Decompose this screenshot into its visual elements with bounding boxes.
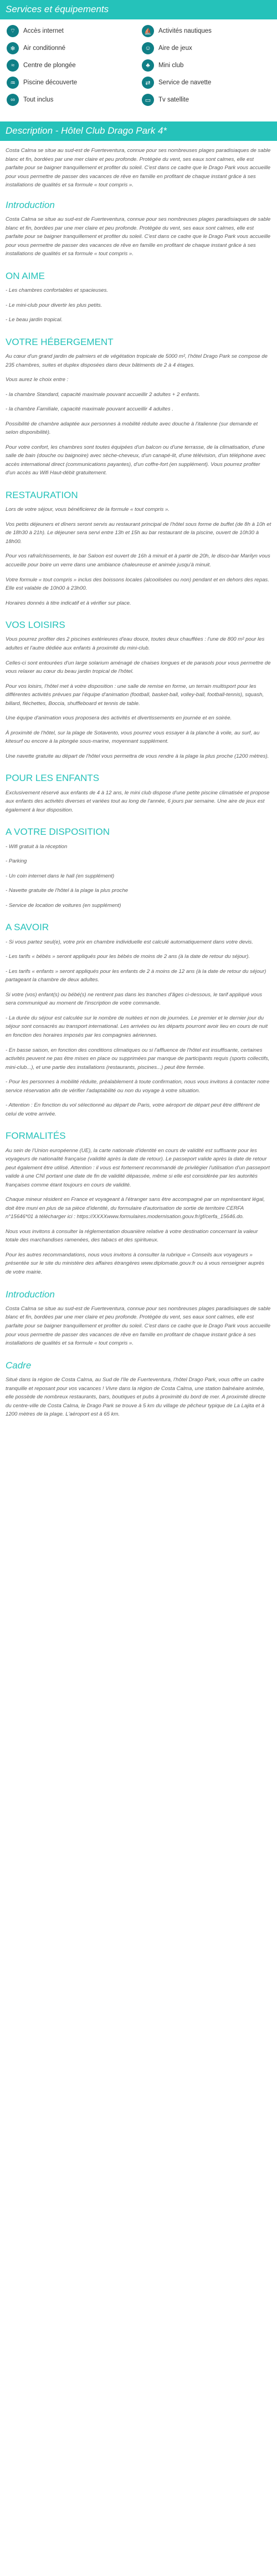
service-label: Air conditionné	[23, 45, 66, 52]
service-label: Centre de plongée	[23, 62, 76, 69]
service-label: Aire de jeux	[158, 45, 192, 52]
loisirs-list	[6, 635, 271, 760]
paragraph: - Les tarifs « enfants » seront appliqués pour les enfants de 2 à moins de 12 ans (à la date de retour du séjour) partageant la chambre de deux adultes.	[6, 968, 266, 983]
paragraph: Si votre (vos) enfant(s) ou bébé(s) ne rentrent pas dans les tranches d'âges ci-dessous, le tarif appliqué vous sera communiqué au moment de l'inscription de votre commande.	[6, 991, 263, 1007]
paragraph: - Wifi gratuit à la réception	[6, 843, 68, 850]
paragraph: Lors de votre séjour, vous bénéficierez de la formule « tout compris ».	[6, 506, 170, 513]
intro-paragraph: Costa Calma se situe au sud-est de Fuerteventura, connue pour ses nombreuses plages paradisiaques de sable blanc et fin, bordées par une mer claire et peu profonde. Protégée du vent, ses eaux sont calmes, elle est parfaite pour se baigner tranquillement et profiter du soleil. C'est dans ce cadre que le Drago Park vous accueille pour vous permettre de passer des vacances de rêve en famille en profitant de chaque instant grâce à ses installations de qualités et sa formule « tout compris ».	[6, 216, 271, 257]
service-label: Mini club	[158, 62, 184, 69]
paragraph: - Si vous partez seul(e), votre prix en chambre individuelle est calculé automatiquement dans votre devis.	[6, 939, 253, 945]
paragraph: Une équipe d'animation vous proposera des activités et divertissements en journée et en soirée.	[6, 715, 232, 722]
paragraph: - En basse saison, en fonction des conditions climatiques ou si l'affluence de l'hôtel est insuffisante, certaines activités peuvent ne pas être mises en place ou supprimées par manque de participants requis (sports collectifs, mini-club...), et une partie des installations (restaurants, piscines...) peut être fermée.	[6, 1047, 270, 1071]
services-grid	[0, 25, 277, 106]
paragraph: - Les tarifs « bébés » seront appliqués pour les bébés de moins de 2 ans (à la date de retour du séjour).	[6, 954, 250, 960]
paragraph: Vous pourrez profiter des 2 piscines extérieures d'eau douce, toutes deux chauffées : l'une de 800 m² pour les adultes et l'autre dédiée aux enfants à proximité du mini-club.	[6, 636, 265, 652]
service-label: Activités nautiques	[158, 28, 212, 34]
kids-club-icon: ♣	[142, 59, 154, 72]
paragraph: Pour vos loisirs, l'hôtel met à votre disposition : une salle de remise en forme, un terrain multisport pour les différentes activités prévues par l'équipe d'animation (football, basket-ball, volley-ball, football-tennis), squash, billard, fléchettes, Boccia, shuffleboard et tennis de table.	[6, 683, 264, 707]
playground-icon: ☺	[142, 42, 154, 54]
paragraph: Au cœur d'un grand jardin de palmiers et de végétation tropicale de 5000 m², l'hôtel Drago Park se compose de 235 chambres, suites et duplex disposées dans deux bâtiments de 2 à 4 étages.	[6, 353, 268, 368]
snowflake-icon: ❄	[7, 42, 19, 54]
paragraph: Vous aurez le choix entre :	[6, 377, 69, 383]
disposition-heading: A VOTRE DISPOSITION	[6, 826, 110, 838]
formalites-list	[6, 1147, 271, 1277]
pool-icon: ♒	[7, 77, 19, 89]
paragraph: Pour vos rafraîchissements, le bar Saloon est ouvert de 16h à minuit et à partir de 20h, le disco-bar Marilyn vous accueille pour boire un verre dans une ambiance chaleureuse et animée jusqu'à minuit.	[6, 553, 270, 568]
paragraph: Pour les autres recommandations, nous vous invitons à consulter la rubrique « Conseils aux voyageurs » présentée sur le site du ministère des affaires étrangères www.diplomatie.gouv.fr ou à vous renseigner auprès de votre mairie.	[6, 1251, 264, 1276]
top-paragraph: Costa Calma se situe au sud-est de Fuerteventura, connue pour ses nombreuses plages paradisiaques de sable blanc et fin, bordées par une mer claire et peu profonde. Protégée du vent, ses eaux sont calmes, elle est parfaite pour se baigner tranquillement et profiter du soleil. C'est dans ce cadre que le Drago Park vous accueille pour vous permettre de passer des vacances de rêve en famille en profitant de chaque instant grâce à ses installations de qualités et sa formule « tout compris ».	[6, 148, 271, 189]
service-item	[7, 59, 142, 72]
paragraph: À proximité de l'hôtel, sur la plage de Sotavento, vous pourrez vous essayer à la planche à voile, au surf, au kitesurf ou encore à la plongée sous-marine, moyennant supplément.	[6, 729, 260, 745]
savoir-list	[6, 938, 271, 1119]
paragraph: - Service de location de voitures (en supplément)	[6, 902, 121, 909]
paragraph: - la chambre Standard, capacité maximale pouvant accueillir 2 adultes + 2 enfants.	[6, 391, 201, 398]
paragraph: - Navette gratuite de l'hôtel à la plage la plus proche	[6, 888, 129, 894]
aime-list	[6, 286, 271, 324]
intro2-paragraph: Costa Calma se situe au sud-est de Fuerteventura, connue pour ses nombreuses plages paradisiaques de sable blanc et fin, bordées par une mer claire et peu profonde. Protégée du vent, ses eaux sont calmes, elle est parfaite pour se baigner tranquillement et profiter du soleil. C'est dans ce cadre que le Drago Park vous accueille pour vous permettre de passer des vacances de rêve en famille en profitant de chaque instant grâce à ses installations de qualités et sa formule « tout compris ».	[6, 1305, 271, 1347]
service-item	[7, 77, 142, 89]
disposition-list	[6, 843, 271, 910]
wifi-icon: ⌔	[7, 25, 19, 37]
intro2-heading: Introduction	[6, 1289, 55, 1300]
paragraph: Pour votre confort, les chambres sont toutes équipées d'un balcon ou d'une terrasse, de la climatisation, d'une salle de bain (douche ou baignoire) avec sèche-cheveux, d'un canapé-lit, d'une télévision, d'un téléphone avec accès international direct (communications payantes), d'un coffre-fort (en supplément). Vous pourrez profiter d'un accès au Wifi Haut-débit gratuitement.	[6, 444, 266, 476]
formalites-heading: FORMALITÉS	[6, 1130, 66, 1142]
service-item	[142, 94, 277, 106]
paragraph: - Le beau jardin tropical.	[6, 317, 63, 323]
sailboat-icon: ⛵	[142, 25, 154, 37]
service-item	[7, 42, 142, 54]
paragraph: - la chambre Familiale, capacité maximale pouvant accueillir 4 adultes .	[6, 406, 173, 413]
services-section	[0, 19, 277, 114]
paragraph: - Un coin internet dans le hall (en supplément)	[6, 873, 115, 879]
description-content	[0, 141, 277, 1419]
paragraph: - La durée du séjour est calculée sur le nombre de nuitées et non de journées. Le premier et le dernier jour du séjour sont consacrés au transport international. Les arrivées ou les départs pourront avoir lieu en cours de nuit en fonction des horaires imposés par les compagnies aériennes.	[6, 1015, 268, 1038]
enfants-heading: POUR LES ENFANTS	[6, 773, 100, 784]
paragraph: Une navette gratuite au départ de l'hôtel vous permettra de vous rendre à la plage la plus proche (1200 mètres).	[6, 753, 269, 759]
service-item	[142, 25, 277, 37]
enfants-list	[6, 789, 271, 815]
restauration-heading: RESTAURATION	[6, 489, 78, 500]
intro-heading: Introduction	[6, 199, 55, 210]
paragraph: Horaires donnés à titre indicatif et à vérifier sur place.	[6, 600, 131, 606]
hebergement-heading: VOTRE HÉBERGEMENT	[6, 336, 114, 347]
paragraph: Au sein de l'Union européenne (UE), la carte nationale d'identité en cours de validité est suffisante pour les voyageurs de nationalité française (validité après la date de retour). Le passeport valide après la date de retour peut également être utilisé. Attention : il vous est fortement recommandé de privilégier l'utilisation d'un passeport valide à une CNI portant une date de fin de validité dépassée, même si elle est considérée par les autorités françaises comme étant toujours en cours de validité.	[6, 1147, 270, 1188]
description-title: Description - Hôtel Club Drago Park 4*	[0, 121, 277, 141]
service-item	[7, 25, 142, 37]
paragraph: - Le mini-club pour divertir les plus petits.	[6, 302, 102, 308]
paragraph: - Parking	[6, 858, 27, 865]
paragraph: Vos petits déjeuners et dîners seront servis au restaurant principal de l'hôtel sous forme de buffet (de 8h à 10h et de 18h30 à 21h). Le déjeuner sera servi entre 13h et 15h au bar restaurant de la piscine, ouvert de 10h30 à 18h00.	[6, 521, 271, 545]
diving-icon: ≈	[7, 59, 19, 72]
service-label: Tout inclus	[23, 97, 54, 103]
service-label: Tv satellite	[158, 97, 189, 103]
service-label: Piscine découverte	[23, 79, 78, 86]
aime-heading: ON AIME	[6, 270, 45, 281]
paragraph: - Attention : En fonction du vol sélectionné au départ de Paris, votre aéroport de départ peut être différent de celui de votre arrivée.	[6, 1102, 260, 1117]
tv-icon: ▭	[142, 94, 154, 106]
service-label: Service de navette	[158, 79, 212, 86]
cadre-paragraph: Situé dans la région de Costa Calma, au Sud de l'île de Fuerteventura, l'hôtel Drago Park, vous offre un cadre tranquille et reposant pour vos vacances ! Vivre dans la région de Costa Calma, une station balnéaire animée, elle possède de nombreux restaurants, bars, boutiques et pubs à proximité du bord de mer. A proximité directe du centre-ville de Costa Calma, le Drago Park se trouve à 5 km du village de pêcheur typique de La Lajita et à 1200 mètres de la plage. L'aéroport est à 65 km.	[6, 1376, 266, 1418]
shuttle-bus-icon: ⇄	[142, 77, 154, 89]
paragraph: Possibilité de chambre adaptée aux personnes à mobilité réduite avec douche à l'italienne (sur demande et selon disponibilité).	[6, 420, 258, 436]
cadre-heading: Cadre	[6, 1360, 32, 1371]
all-inclusive-icon: ∞	[7, 94, 19, 106]
paragraph: - Les chambres confortables et spacieuses.	[6, 287, 109, 294]
service-item	[7, 94, 142, 106]
paragraph: Chaque mineur résident en France et voyageant à l'étranger sans être accompagné par un représentant légal, doit être muni en plus de sa pièce d'identité, du formulaire d'autorisation de sortie de territoire CERFA n°15646*01 à télécharger ici : https://XXXXwww.formulaires.modernisation.gouv.fr/gf/cerfa_15646.do.	[6, 1196, 265, 1220]
hebergement-list	[6, 352, 271, 478]
paragraph: Celles-ci sont entourées d'un large solarium aménagé de chaises longues et de parasols pour vous permettre de vous relaxer au cœur du beau jardin tropical de l'hôtel.	[6, 660, 271, 675]
service-item	[142, 77, 277, 89]
services-title: Services et équipements	[0, 0, 277, 19]
paragraph: - Pour les personnes à mobilité réduite, préalablement à toute confirmation, nous vous invitons à contacter notre service réservation afin de vérifier l'adaptabilité ou non du voyage à votre situation.	[6, 1079, 270, 1094]
savoir-heading: A SAVOIR	[6, 922, 49, 933]
service-label: Accès internet	[23, 28, 64, 34]
service-item	[142, 59, 277, 72]
paragraph: Exclusivement réservé aux enfants de 4 à 12 ans, le mini club dispose d'une petite piscine climatisée et propose aux enfants des activités diverses et variées tout au long de l'année, 6 jours par semaine. Une aire de jeux est également à leur disposition.	[6, 789, 270, 813]
restauration-list	[6, 505, 271, 607]
service-item	[142, 42, 277, 54]
loisirs-heading: VOS LOISIRS	[6, 620, 65, 631]
paragraph: Nous vous invitons à consulter la réglementation douanière relative à votre destination concernant la valeur totale des marchandises ramenées, des tabacs et des spiritueux.	[6, 1228, 258, 1244]
paragraph: Votre formule « tout compris » inclus des boissons locales (alcoolisées ou non) pendant et en dehors des repas. Elle est valable de 10h00 à 23h00.	[6, 576, 269, 592]
